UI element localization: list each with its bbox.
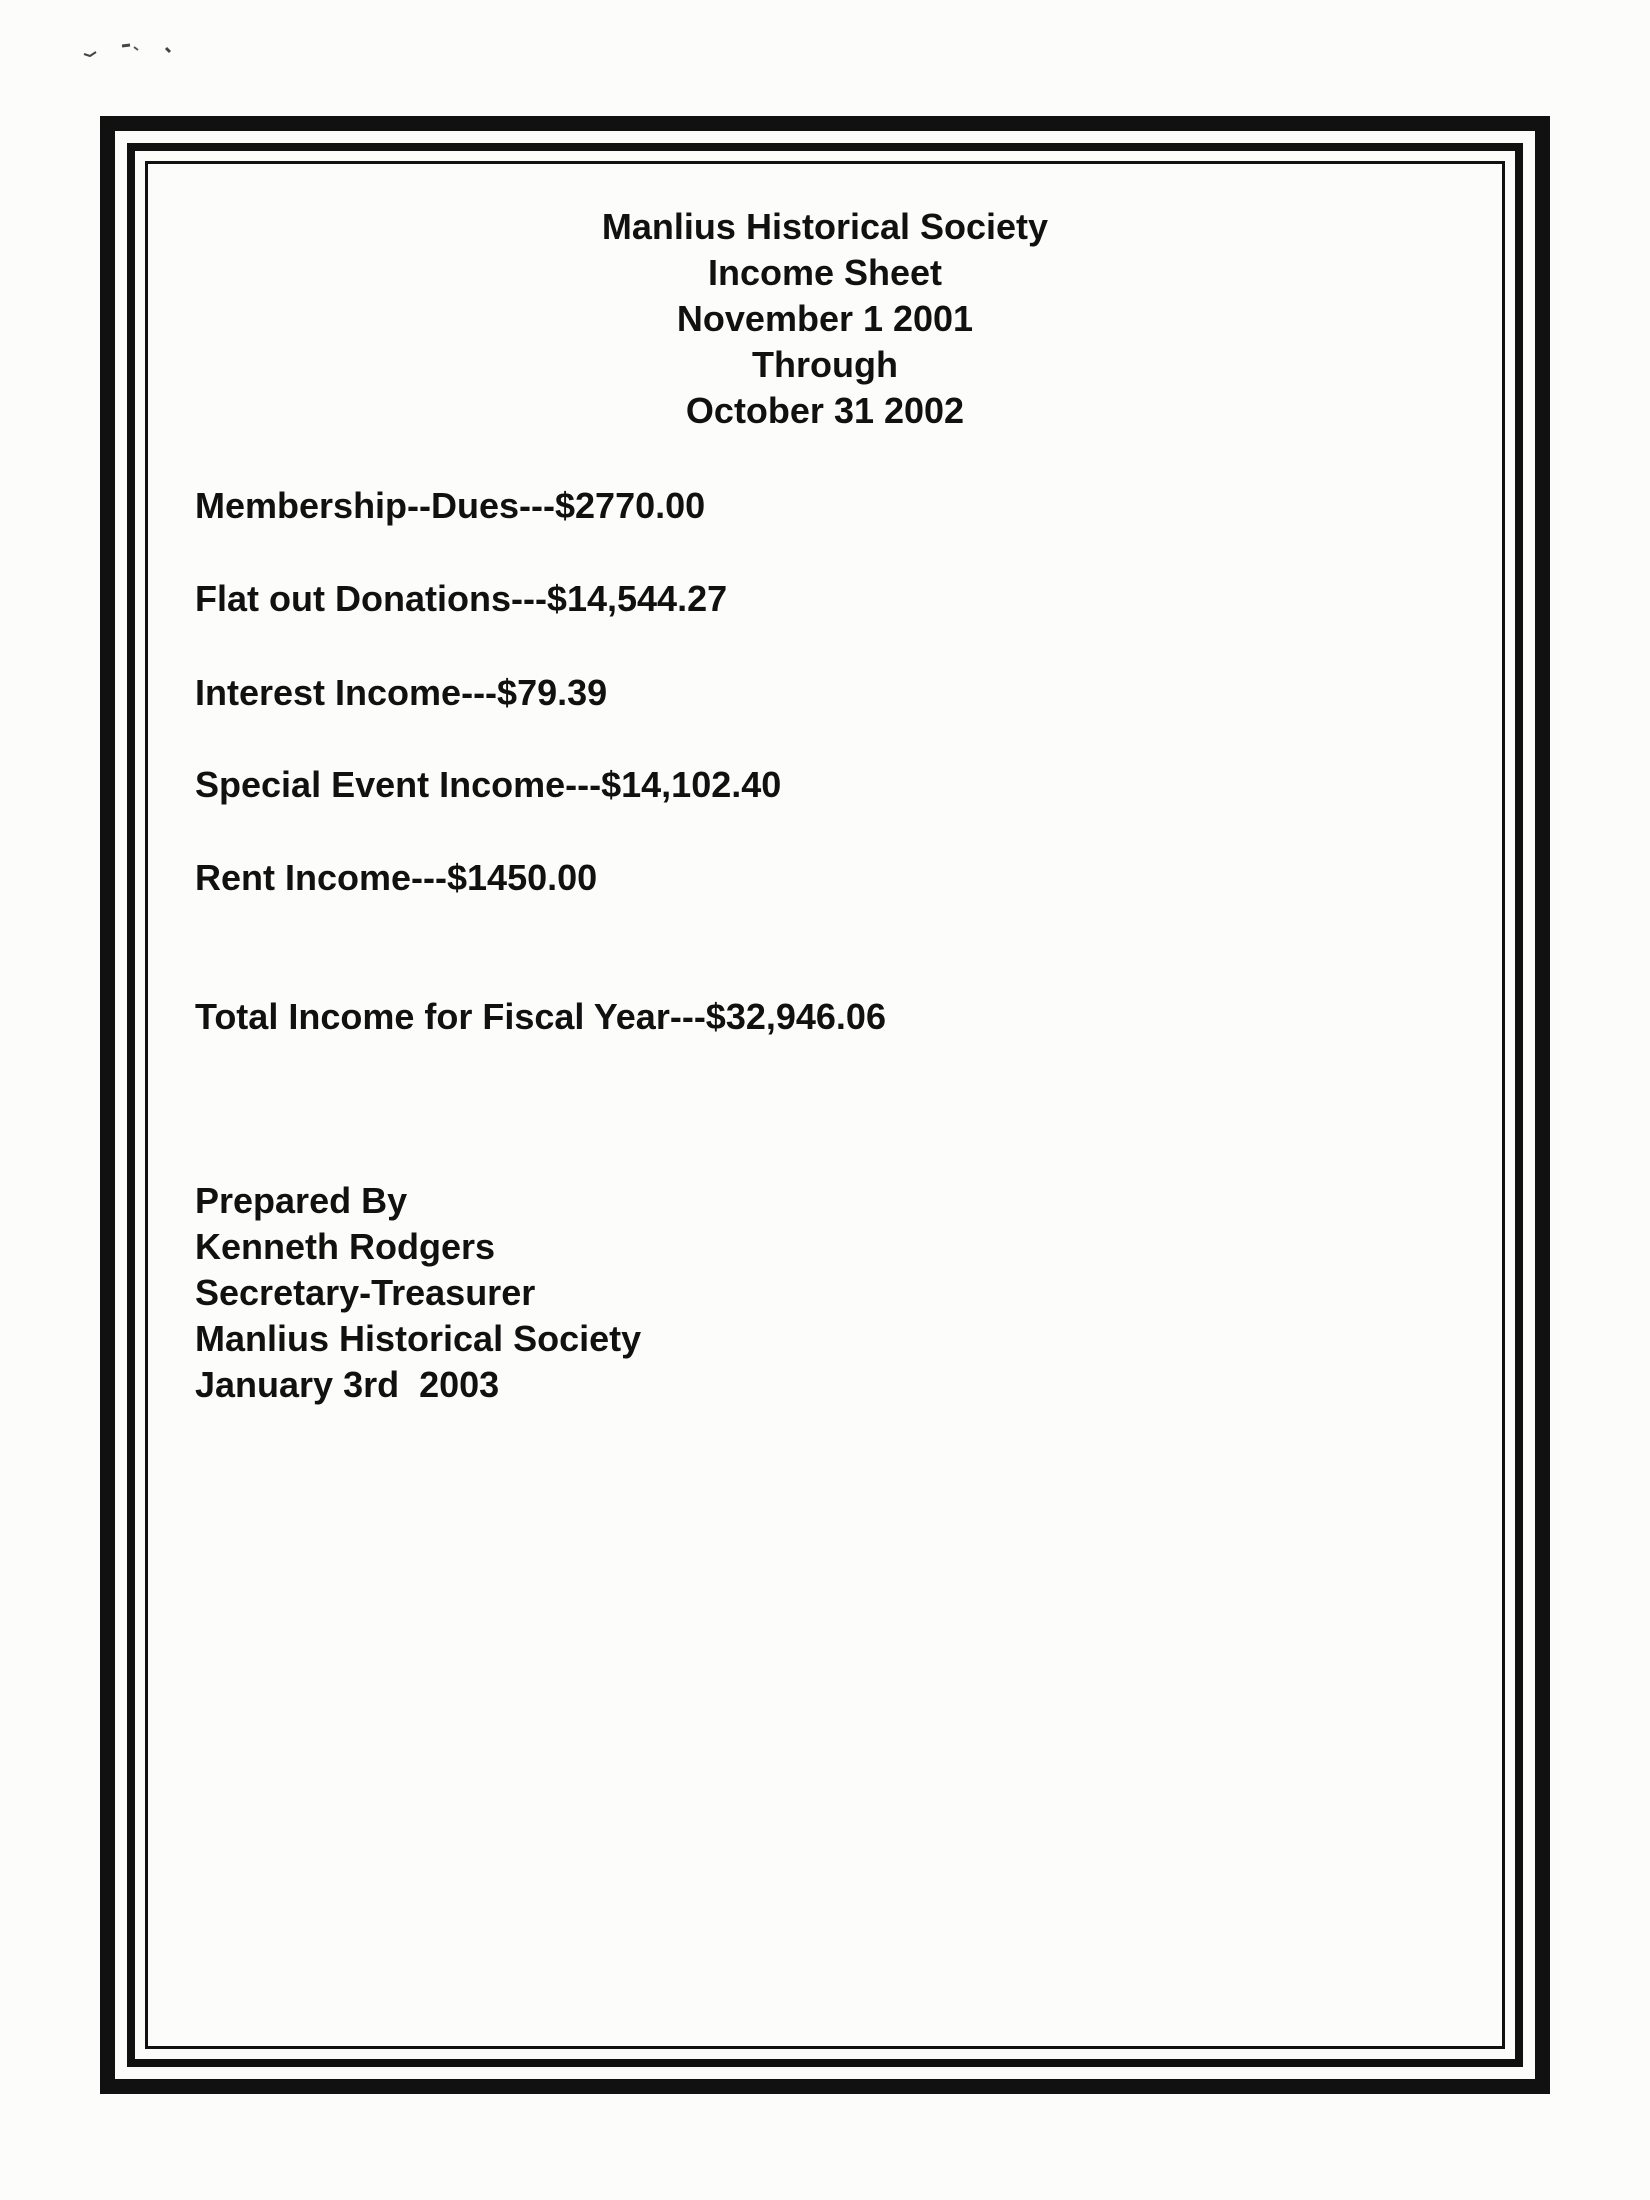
income-line-special-event: Special Event Income---$14,102.40 <box>195 764 782 805</box>
scan-artifact-mark <box>82 40 182 60</box>
period-start-date: November 1 2001 <box>676 298 974 339</box>
prepared-by-label: Prepared By <box>195 1180 408 1221</box>
period-end-date: October 31 2002 <box>685 390 965 431</box>
income-line-interest: Interest Income---$79.39 <box>195 672 608 713</box>
period-through-label: Through <box>752 344 898 385</box>
prepared-date: January 3rd 2003 <box>195 1364 500 1405</box>
document-title: Income Sheet <box>707 252 943 293</box>
document-header <box>130 204 1520 434</box>
organization-name: Manlius Historical Society <box>601 206 1049 247</box>
income-line-membership-dues: Membership--Dues---$2770.00 <box>195 485 706 526</box>
preparer-role: Secretary-Treasurer <box>195 1272 536 1313</box>
total-income-line: Total Income for Fiscal Year---$32,946.06 <box>195 996 886 1037</box>
page-border-inner <box>145 161 1505 2049</box>
income-line-donations: Flat out Donations---$14,544.27 <box>195 578 728 619</box>
preparer-name: Kenneth Rodgers <box>195 1226 496 1267</box>
income-line-rent: Rent Income---$1450.00 <box>195 857 598 898</box>
preparer-organization: Manlius Historical Society <box>195 1318 642 1359</box>
prepared-by-block <box>195 1178 641 1408</box>
